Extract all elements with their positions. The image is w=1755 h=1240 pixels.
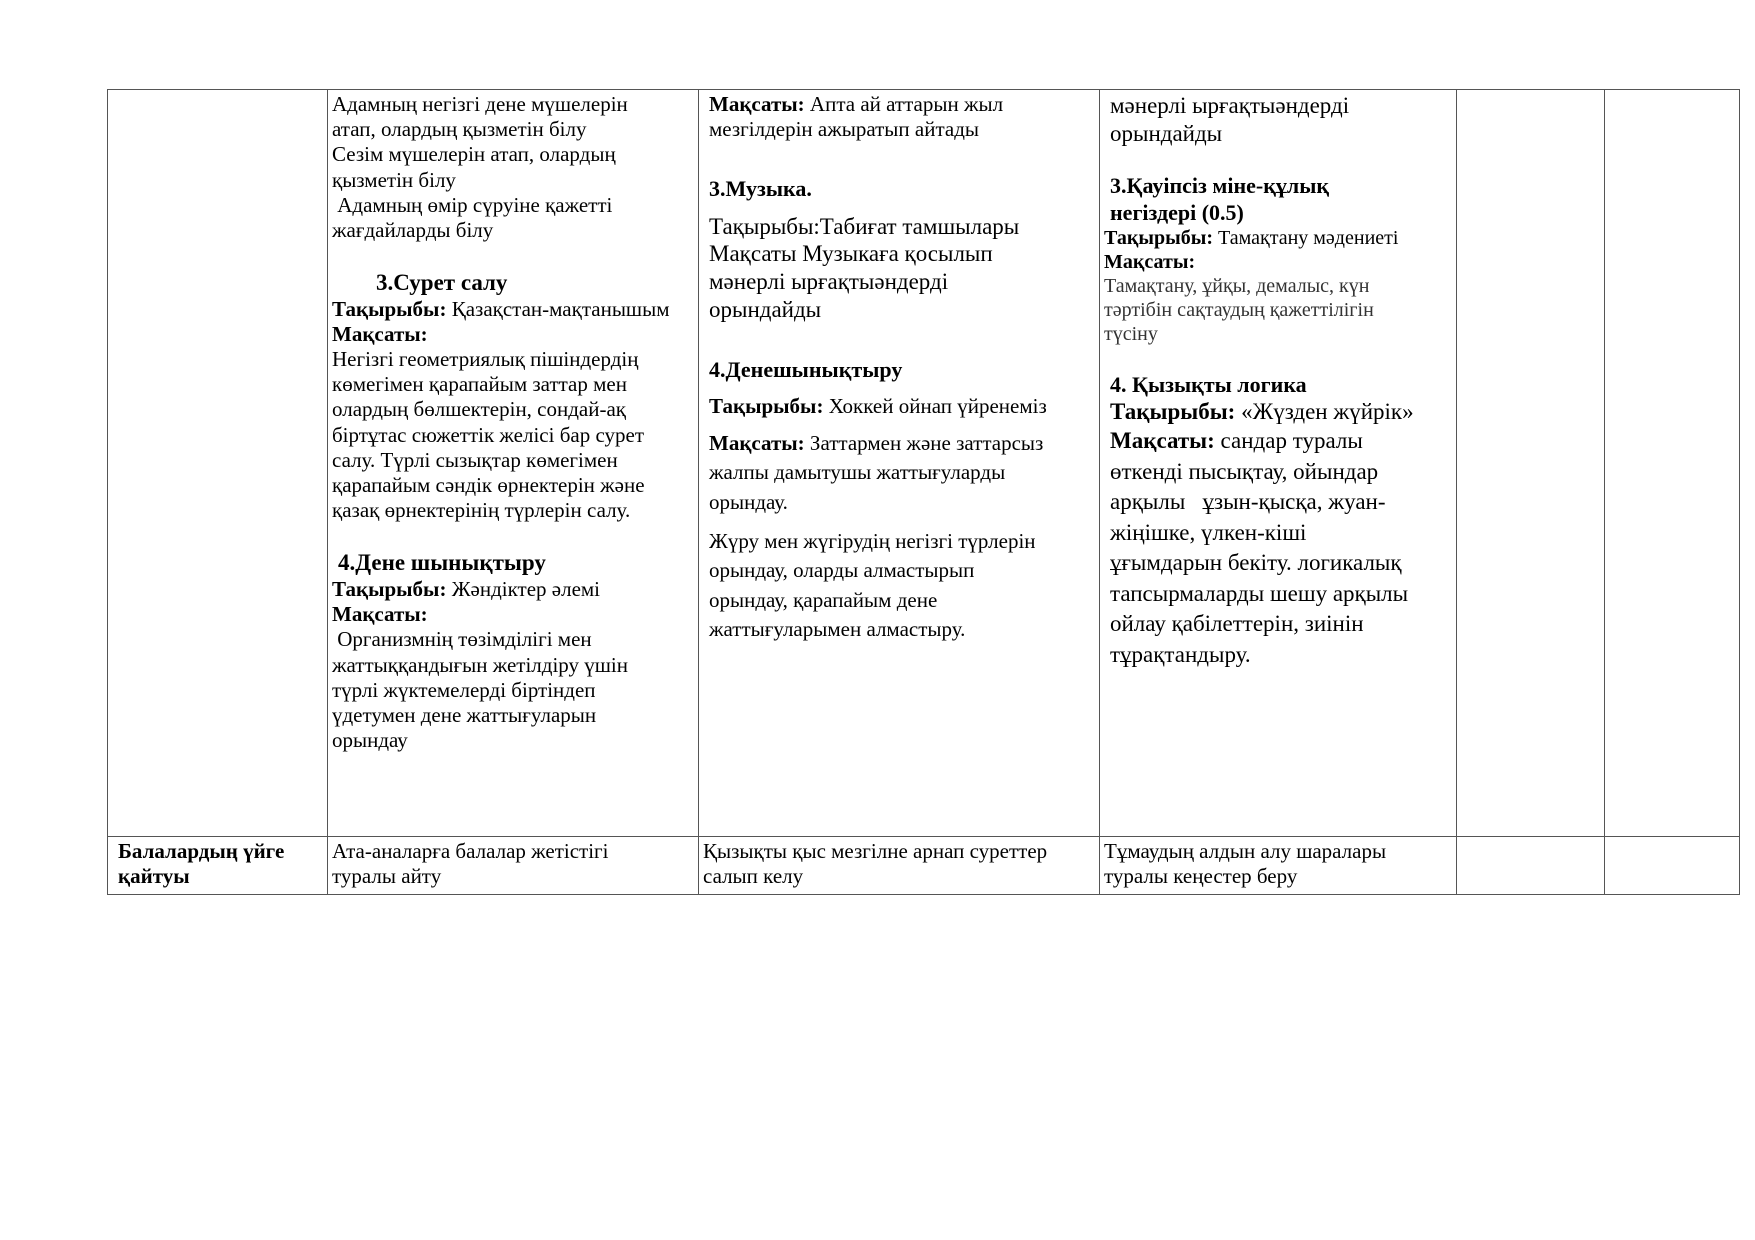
row2-col2-cell [332,839,694,889]
row1-col4-cell [1104,92,1454,671]
row1-col3-cell [709,92,1097,644]
topic-value: Хоккей ойнап үйренеміз [823,393,1047,418]
goal-label: Мақсаты: [332,321,428,346]
text-line: мезгілдерін ажыратып айтады [709,117,980,142]
topic-value: Тамақтану мәдениеті [1213,226,1399,249]
text-line: Қызықты қыс мезгілне арнап суреттер [703,839,1048,863]
topic-label: Тақырыбы: [709,393,824,418]
text-line: орындайды [1110,120,1223,146]
text-line: атап, олардың қызметін білу [332,117,587,142]
drawing-heading: 3.Сурет салу [376,270,508,296]
text-line: қазақ өрнектерінің түрлерін салу. [332,498,631,523]
text-line: туралы кеңестер беру [1104,864,1298,889]
text-line: көмегімен қарапайым заттар мен [332,372,627,397]
text-line: Ата-аналарға балалар жетістігі [332,839,609,863]
goal-first-line [709,429,1097,458]
text-line: орындау, оларды алмастырып [709,558,975,583]
topic-label: Тақырыбы: [332,296,447,321]
table-col-divider-4 [1456,89,1457,895]
text-line: Балалардың үйге [118,839,285,863]
drawing-topic [332,297,698,322]
table-border-right [1739,89,1740,895]
goal-value: сандар туралы [1214,427,1363,453]
hockey-topic [709,394,1097,419]
pe-heading: 4.Дене шынықтыру [338,550,546,576]
row2-col4-cell [1104,839,1454,889]
months-goal [709,92,1097,117]
text-line: жағдайларды білу [332,217,494,242]
text-line: Жүру мен жүгірудің негізгі түрлерін [709,528,1036,553]
text-line: арқылы ұзын-қысқа, жуан- [1110,489,1386,515]
text-line: Адамның өмір сүруіне қажетті [332,192,613,217]
goal-label: Мақсаты: [1110,427,1215,453]
text-line: қайтуы [118,864,190,889]
text-line: Мақсаты Музыкаға қосылып [709,241,993,267]
logic-topic [1110,398,1454,426]
text-line: түсіну [1104,322,1158,345]
table-row-divider [107,836,1740,837]
row2-col3-cell [703,839,1097,889]
logic-block [1104,372,1454,671]
continued-text [1104,92,1454,147]
goal-label: Мақсаты: [1104,250,1196,273]
pe-topic [332,577,698,602]
text-line: салып келу [703,864,804,889]
table-col-divider-2 [698,89,699,895]
text-line: орындау, қарапайым дене [709,587,938,612]
text-line: олардың бөлшектерін, сондай-ақ [332,397,626,422]
table-border-left [107,89,108,895]
topic-label: Тақырыбы: [1110,399,1236,425]
text-line: орындайды [709,296,822,322]
text-line: мәнерлі ырғақтыәндерді [1110,93,1350,118]
safety-topic [1104,226,1454,250]
safety-heading [1104,173,1454,226]
text-line: Тұмаудың алдын алу шаралары [1104,839,1387,863]
text-line: жаттыққандығын жетілдіру үшін [332,652,628,677]
text-line: орындау [332,728,408,753]
goal-first-line [1110,426,1454,457]
text-line: қызметін білу [332,167,456,192]
walking-text [709,527,1097,645]
text-line: туралы айту [332,864,442,889]
text-line: тұрақтандыру. [1110,642,1251,667]
row2-label-cell [118,839,324,889]
pe-heading-2: 4.Денешынықтыру [709,357,903,383]
text-line: Негізгі геометриялық пішіндердің [332,347,639,372]
goal-label: Мақсаты: [709,92,805,116]
table-border-top [107,89,1740,90]
text-line: ұғымдарын бекіту. логикалық [1110,550,1402,576]
goal-label: Мақсаты: [332,602,428,627]
music-heading: 3.Музыка. [709,176,812,202]
text-line: жалпы дамытушы жаттығуларды [709,460,1006,485]
text-line: түрлі жүктемелерді біртіндеп [332,677,596,702]
goal-label: Мақсаты: [709,430,805,455]
drawing-goal-text [332,347,698,523]
text-line: Организмнің төзімділігі мен [332,627,592,652]
row1-col2-cell [332,92,698,753]
text-line: орындау. [709,489,788,514]
heading-line: 3.Қауіпсіз міне-құлық [1110,173,1330,199]
hockey-goal [709,429,1097,517]
text-line: ойлау қабілеттерін, зиінін [1110,611,1364,637]
text-line: біртұтас сюжеттік желісі бар сурет [332,422,644,447]
music-text [709,213,1097,323]
text-line: өткенді пысықтау, ойындар [1110,458,1379,484]
table-col-divider-5 [1604,89,1605,895]
text-line: үдетумен дене жаттығуларын [332,702,597,727]
text-line: тәртібін сақтаудың қажеттілігін [1104,298,1374,321]
text-line: жіңішке, үлкен-кіші [1110,519,1307,545]
text-line: Адамның негізгі дене мүшелерін [332,92,628,116]
logic-goal-text [1110,426,1454,671]
body-parts-text [332,92,698,243]
text-line: тапсырмаларды шешу арқылы [1110,580,1409,606]
table-col-divider-1 [327,89,328,895]
topic-value: «Жүзден жүйрік» [1235,399,1414,425]
text-line: мәнерлі ырғақтыәндерді [709,268,949,294]
text-line: Тамақтану, ұйқы, демалыс, күн [1104,274,1370,297]
topic-value: Жәндіктер әлемі [446,577,601,601]
text-line: қарапайым сәндік өрнектерін және [332,473,645,498]
pe-goal-text [332,627,698,753]
text-line: жаттығуларымен алмастыру. [709,617,966,642]
logic-heading: 4. Қызықты логика [1110,371,1307,397]
table-col-divider-3 [1099,89,1100,895]
text-line: Тақырыбы:Табиғат тамшылары [709,213,1020,239]
table-border-bottom [107,894,1740,895]
topic-value: Қазақстан-мақтанышым [446,296,670,321]
goal-value: Апта ай аттарын жыл [804,92,1004,116]
text-line: салу. Түрлі сызықтар көмегімен [332,447,618,472]
goal-value: Заттармен және заттарсыз [804,430,1044,455]
topic-label: Тақырыбы: [1104,226,1213,249]
text-line: Сезім мүшелерін атап, олардың [332,142,616,167]
heading-line: негіздері (0.5) [1110,199,1244,225]
safety-goal-text [1104,274,1454,346]
topic-label: Тақырыбы: [332,577,447,601]
